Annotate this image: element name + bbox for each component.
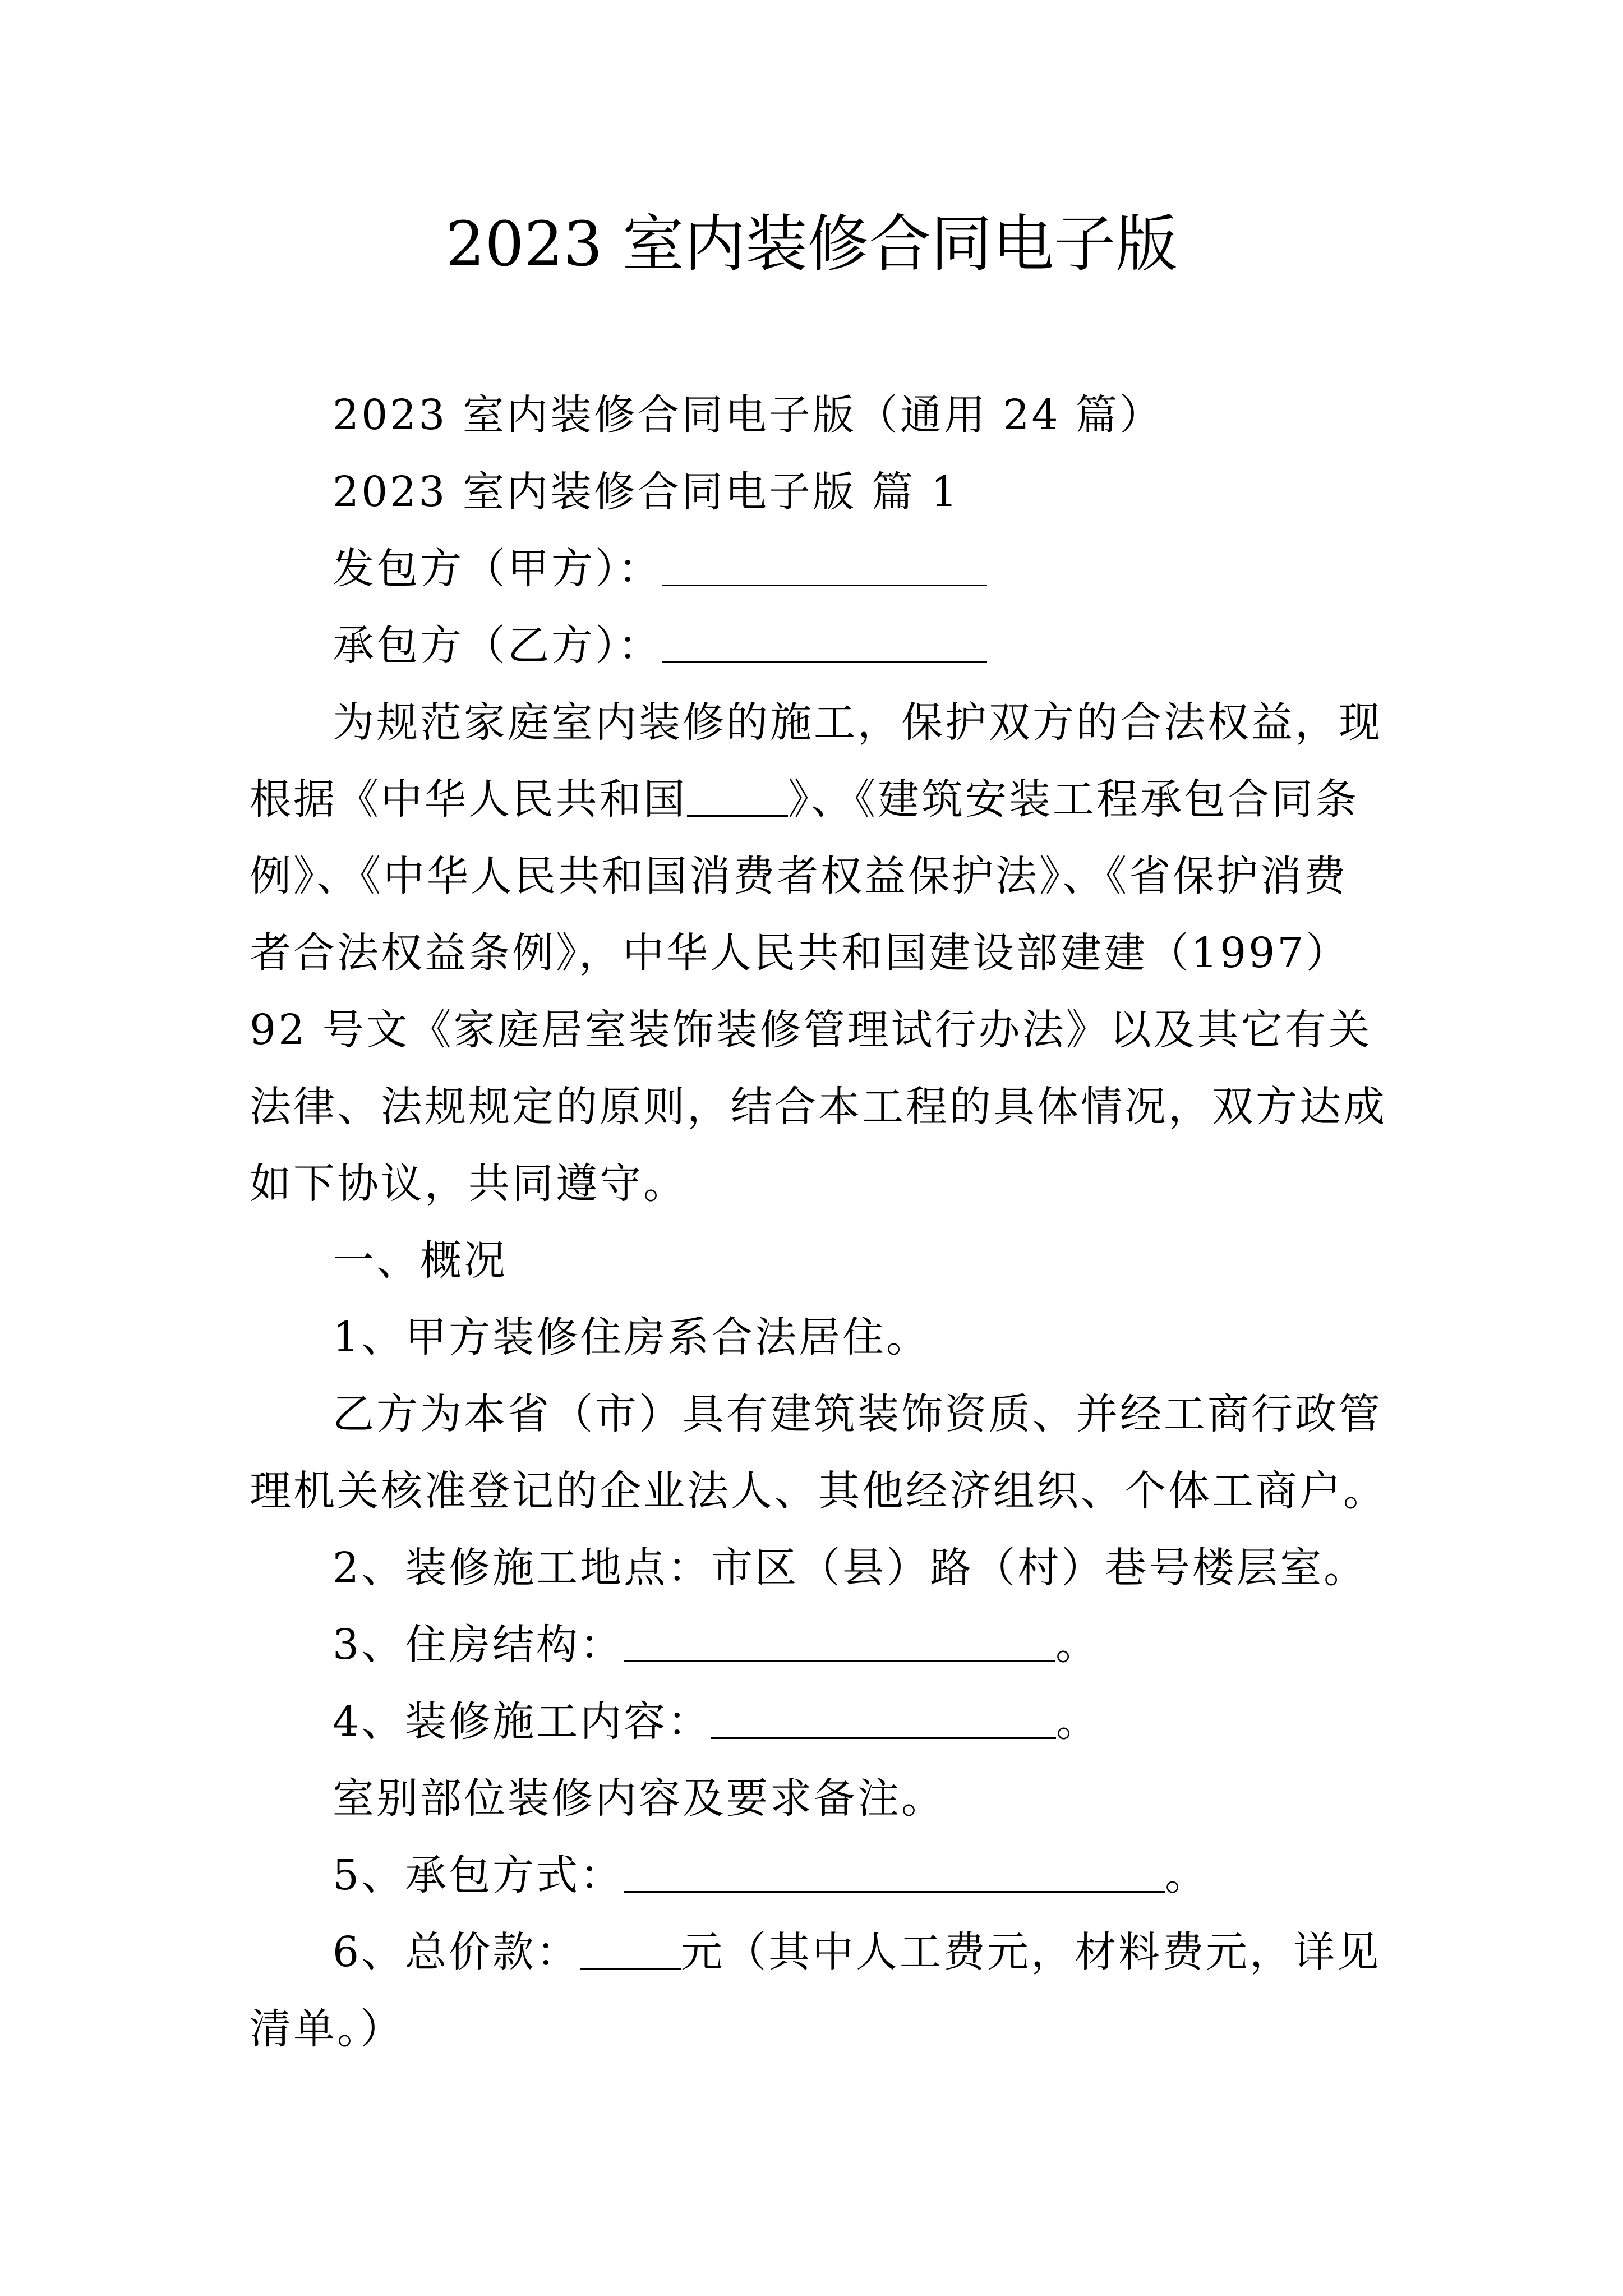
section-heading: 2023 室内装修合同电子版 篇 1 — [333, 468, 960, 516]
item-5-label: 5、承包方式： — [333, 1851, 624, 1899]
item-2: 2、装修施工地点：市区（县）路（村）巷号楼层室。 — [333, 1544, 1368, 1592]
item-3-end: 。 — [1055, 1621, 1100, 1669]
contract-method-blank[interactable] — [624, 1891, 1165, 1893]
item-3-label: 3、住房结构： — [333, 1621, 624, 1669]
item-6-label: 6、总价款： — [333, 1928, 580, 1976]
document-body — [250, 377, 1388, 2068]
law-name-blank[interactable] — [687, 815, 788, 817]
chapter-heading: 一、概况 — [333, 1236, 508, 1285]
document-title: 2023 室内装修合同电子版 — [445, 208, 1178, 280]
preamble-text-start: 为规范家庭室内装修的施工，保护双方的合法权益，现根据《中华人民共和国 — [250, 698, 1382, 823]
construction-content-blank[interactable] — [711, 1737, 1056, 1739]
item-6 — [250, 1914, 1388, 2068]
item-6-text: 元（其中人工费元，材料费元，详见清单。） — [250, 1928, 1381, 2053]
preamble-paragraph — [250, 684, 1388, 1222]
party-b-label: 承包方（乙方）： — [333, 622, 662, 670]
item-3 — [250, 1607, 1388, 1683]
item-5-end: 。 — [1165, 1851, 1209, 1899]
party-a-blank[interactable] — [662, 585, 987, 586]
item-5 — [250, 1837, 1388, 1914]
item-4 — [250, 1683, 1388, 1760]
item-4-note: 室别部位装修内容及要求备注。 — [333, 1774, 945, 1823]
preamble-text-end: 》、《建筑安装工程承包合同条例》、《中华人民共和国消费者权益保护法》、《省保护消费者合法权益条例》，中华人民共和国建设部建建（1997）92 号文《家庭居室装饰装修管理试行办法》以及其它有关法律、法规规定的原则，结合本工程的具体情况，双方达成如下协议，共同遵守。 — [250, 775, 1387, 1208]
item-1: 1、甲方装修住房系合法居住。 — [333, 1313, 930, 1361]
housing-structure-blank[interactable] — [624, 1660, 1055, 1662]
document-subtitle: 2023 室内装修合同电子版（通用 24 篇） — [333, 391, 1164, 439]
item-1-continuation: 乙方为本省（市）具有建筑装饰资质、并经工商行政管理机关核准登记的企业法人、其他经济组织、个体工商户。 — [250, 1390, 1387, 1515]
item-4-end: 。 — [1056, 1697, 1100, 1746]
party-b-blank[interactable] — [662, 661, 987, 663]
total-price-blank[interactable] — [580, 1968, 681, 1970]
party-a-label: 发包方（甲方）： — [333, 545, 662, 593]
party-a-line — [250, 531, 1388, 608]
item-4-label: 4、装修施工内容： — [333, 1697, 712, 1746]
party-b-line — [250, 608, 1388, 684]
